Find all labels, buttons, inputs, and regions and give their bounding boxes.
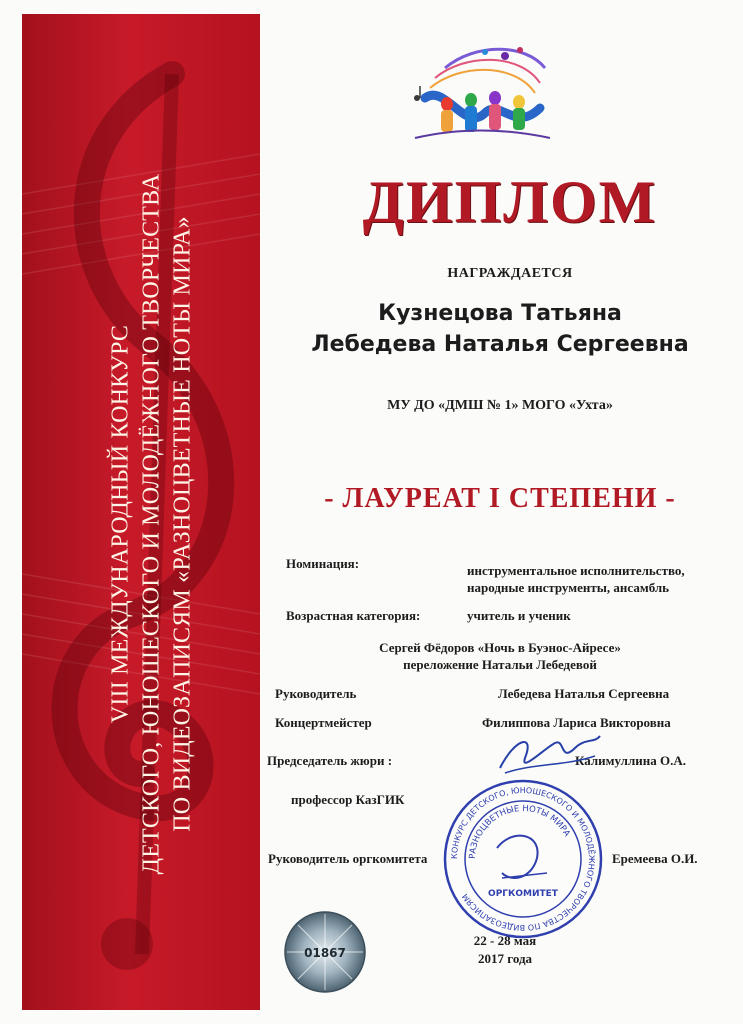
- hologram-number: 01867: [304, 946, 346, 960]
- school-name: МУ ДО «ДМШ № 1» МОГО «Ухта»: [387, 398, 613, 413]
- organizing-committee-seal: [442, 778, 604, 940]
- nomination-line-1: инструментальное исполнительство,: [467, 563, 685, 578]
- seal-bottom-text: ОРГКОМИТЕТ: [488, 889, 558, 899]
- jury-chair-title: профессор КазГИК: [291, 792, 405, 807]
- band-text: [106, 74, 199, 974]
- seal-inner-text: РАЗНОЦВЕТНЫЕ НОТЫ МИРА: [467, 803, 572, 860]
- jury-chair-label: Председатель жюри :: [267, 753, 393, 768]
- age-category-label: Возрастная категория:: [286, 608, 421, 623]
- contest-dates: [430, 932, 580, 968]
- awarded-label: НАГРАЖДАЕТСЯ: [447, 266, 573, 281]
- dates-line-1: 22 - 28 мая: [473, 933, 537, 948]
- org-head-value: Еремеева О.И.: [612, 851, 698, 866]
- accompanist-value: Филиппова Лариса Викторовна: [482, 715, 671, 730]
- piece-line-2: переложение Натальи Лебедевой: [403, 657, 597, 672]
- band-line-2: ДЕТСКОГО, ЮНОШЕСКОГО И МОЛОДЁЖНОГО ТВОРЧЕСТВА: [138, 173, 165, 875]
- contest-logo: [405, 38, 555, 146]
- leader-value: Лебедева Наталья Сергеевна: [498, 686, 670, 701]
- leader-label: Руководитель: [275, 686, 357, 701]
- jury-chair-value: Калимуллина О.А.: [575, 753, 687, 768]
- recipient-1: Кузнецова Татьяна: [378, 301, 622, 326]
- diploma-title: ДИПЛОМ: [362, 169, 658, 235]
- nomination-label: Номинация:: [286, 556, 360, 571]
- hologram-sticker: [283, 910, 367, 994]
- seal-ring-text: КОНКУРС ДЕТСКОГО, ЮНОШЕСКОГО И МОЛОДЁЖНОГО ТВОРЧЕСТВА ПО ВИДЕОЗАПИСЯМ: [449, 785, 597, 933]
- band-line-1: VIII МЕЖДУНАРОДНЫЙ КОНКУРС: [107, 324, 134, 724]
- org-head-label: Руководитель оргкомитета: [268, 851, 428, 866]
- recipient-2: Лебедева Наталья Сергеевна: [311, 332, 689, 357]
- nomination-line-2: народные инструменты, ансамбль: [467, 580, 670, 595]
- side-band: [22, 14, 260, 1010]
- award-level: - ЛАУРЕАТ I СТЕПЕНИ -: [324, 483, 676, 514]
- dates-line-2: 2017 года: [477, 951, 533, 966]
- recipient-names: [280, 298, 720, 360]
- accompanist-label: Концертмейстер: [275, 715, 372, 730]
- band-line-3: ПО ВИДЕОЗАПИСЯМ «РАЗНОЦВЕТНЫЕ НОТЫ МИРА»: [169, 216, 196, 832]
- age-category-value: учитель и ученик: [467, 608, 571, 623]
- jury-signature: [495, 728, 605, 778]
- piece-line-1: Сергей Фёдоров «Ночь в Буэнос-Айресе»: [379, 640, 621, 655]
